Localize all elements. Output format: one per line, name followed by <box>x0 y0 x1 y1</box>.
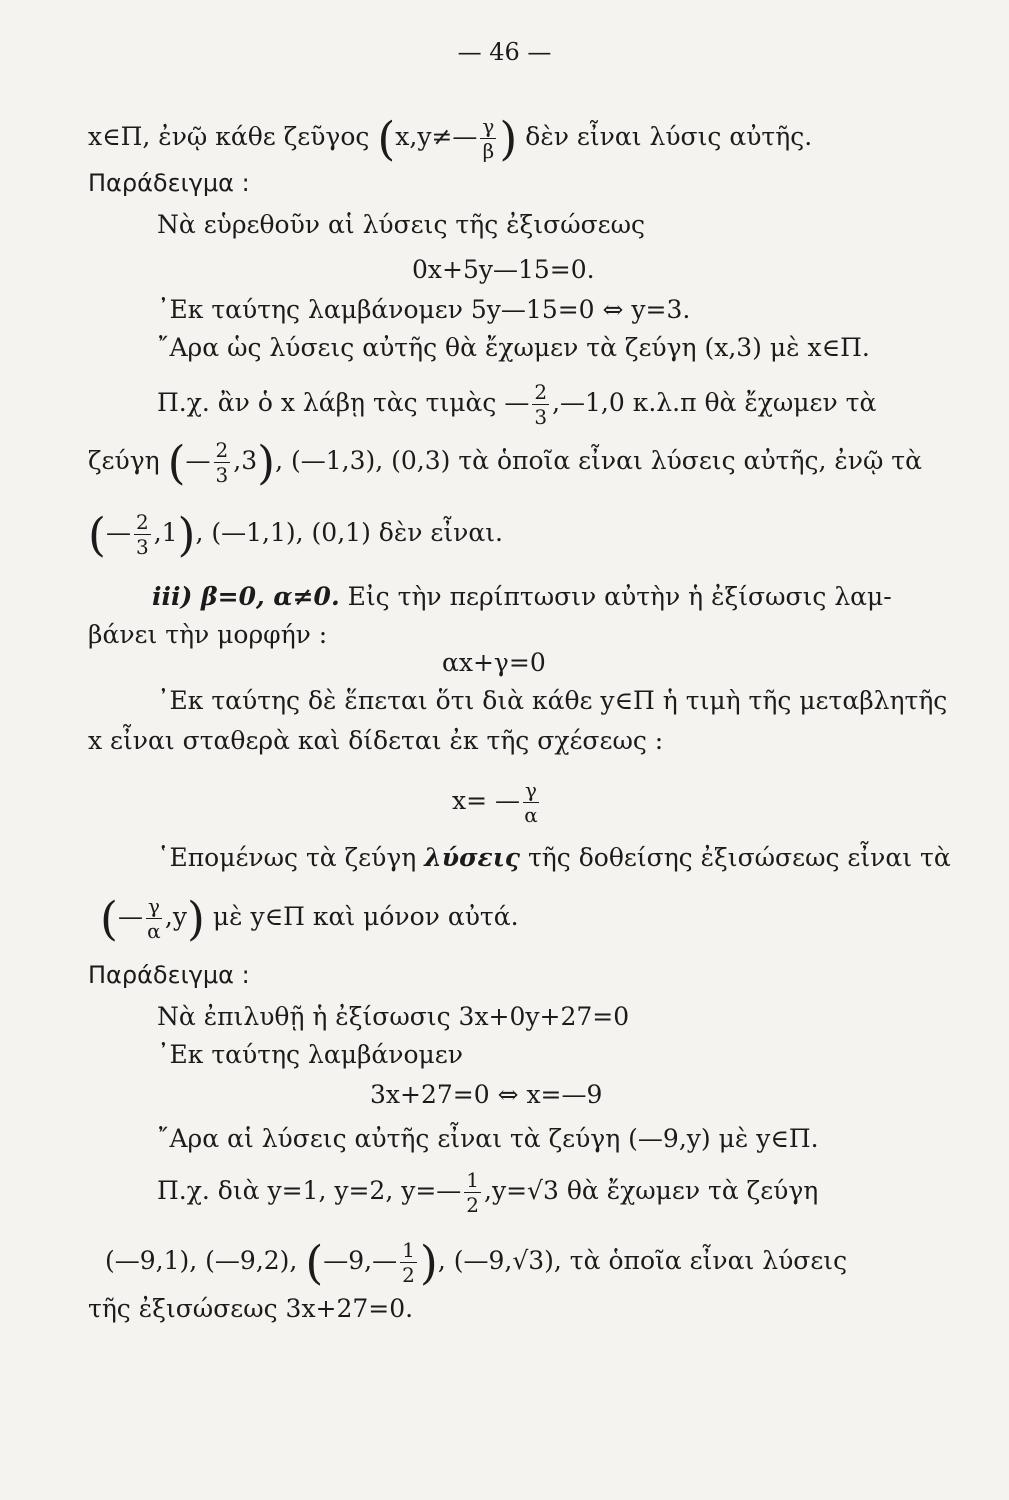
paragraph-line: (— $\frac{2}{3}$ ,1), (—1,1), (0,1) δὲν εἶναι. <box>88 507 503 562</box>
fraction: $\frac{\gamma}{\alpha}$ <box>524 778 538 827</box>
fraction: $\frac{2}{3}$ <box>534 380 548 429</box>
paragraph-line: Π.χ. ἂν ὁ x λάβῃ τὰς τιμὰς — $\frac{2}{3}$ ,—1,0 κ.λ.π θὰ ἔχωμεν τὰ <box>157 380 877 429</box>
fraction: $\frac{1}{2}$ <box>466 1168 480 1217</box>
paragraph-line: τῆς ἐξισώσεως 3x+27=0. <box>88 1294 414 1323</box>
example-task: Νὰ ἐπιλυθῇ ἡ ἐξίσωσις 3x+0y+27=0 <box>157 1002 630 1031</box>
paragraph-line: ῎Αρα αἱ λύσεις αὐτῆς εἶναι τὰ ζεύγη (—9,y) μὲ y∈Π. <box>157 1124 819 1153</box>
paragraph-line: Π.χ. διὰ y=1, y=2, y=— $\frac{1}{2}$ ,y=√3 θὰ ἔχωμεν τὰ ζεύγη <box>157 1168 819 1217</box>
page-number: — 46 — <box>457 38 552 66</box>
fraction: $\frac{\gamma}{\alpha}$ <box>147 894 161 943</box>
paragraph-line: ᾿Εκ ταύτης λαμβάνομεν 5y—15=0 ⇔ y=3. <box>157 295 691 324</box>
equation: 0x+5y—15=0. <box>412 255 595 284</box>
example-heading: Παράδειγμα : <box>88 169 250 197</box>
paragraph-line: ζεύγη (— $\frac{2}{3}$ ,3), (—1,3), (0,3) τὰ ὁποῖα εἶναι λύσεις αὐτῆς, ἐνῷ τὰ <box>88 435 923 490</box>
fraction: $\frac{2}{3}$ <box>215 438 229 487</box>
equation: αx+γ=0 <box>442 648 546 677</box>
case-heading: iii) β=0, α≠0. Εἰς τὴν περίπτωσιν αὐτὴν ἡ ἐξίσωσις λαμ- <box>152 582 892 611</box>
fraction: $\frac{1}{2}$ <box>402 1238 415 1287</box>
paragraph-line: ᾿Εκ ταύτης λαμβάνομεν <box>157 1040 463 1069</box>
intro-line: x∈Π, ἐνῷ κάθε ζεῦγος (x,y≠— $\frac{\gamma}{\beta}$ ) δὲν εἶναι λύσις αὐτῆς. <box>88 111 813 166</box>
paragraph-line: (— $\frac{\gamma}{\alpha}$ ,y) μὲ y∈Π καὶ μόνον αὐτά. <box>100 891 519 946</box>
formula: x= — $\frac{\gamma}{\alpha}$ <box>452 778 538 827</box>
paragraph-line: ῾Επομένως τὰ ζεύγη λύσεις τῆς δοθείσης ἐξισώσεως εἶναι τὰ <box>157 843 951 872</box>
paragraph-line: ᾿Εκ ταύτης δὲ ἕπεται ὅτι διὰ κάθε y∈Π ἡ τιμὴ τῆς μεταβλητῆς <box>157 686 948 715</box>
fraction: $\frac{2}{3}$ <box>135 510 149 559</box>
paragraph-line: x εἶναι σταθερὰ καὶ δίδεται ἐκ τῆς σχέσεως : <box>88 726 664 755</box>
paragraph-line: βάνει τὴν μορφήν : <box>88 620 328 649</box>
example-heading: Παράδειγμα : <box>88 961 250 989</box>
equation: 3x+27=0 ⇔ x=—9 <box>370 1080 603 1109</box>
example-task: Νὰ εὑρεθοῦν αἱ λύσεις τῆς ἐξισώσεως <box>157 210 645 239</box>
paragraph-line: ῎Αρα ὡς λύσεις αὐτῆς θὰ ἔχωμεν τὰ ζεύγη (x,3) μὲ x∈Π. <box>157 333 870 362</box>
paragraph-line: (—9,1), (—9,2), (—9,— $\frac{1}{2}$ ), (—9,√3), τὰ ὁποῖα εἶναι λύσεις <box>105 1235 848 1290</box>
fraction: $\frac{\gamma}{\beta}$ <box>482 114 495 163</box>
